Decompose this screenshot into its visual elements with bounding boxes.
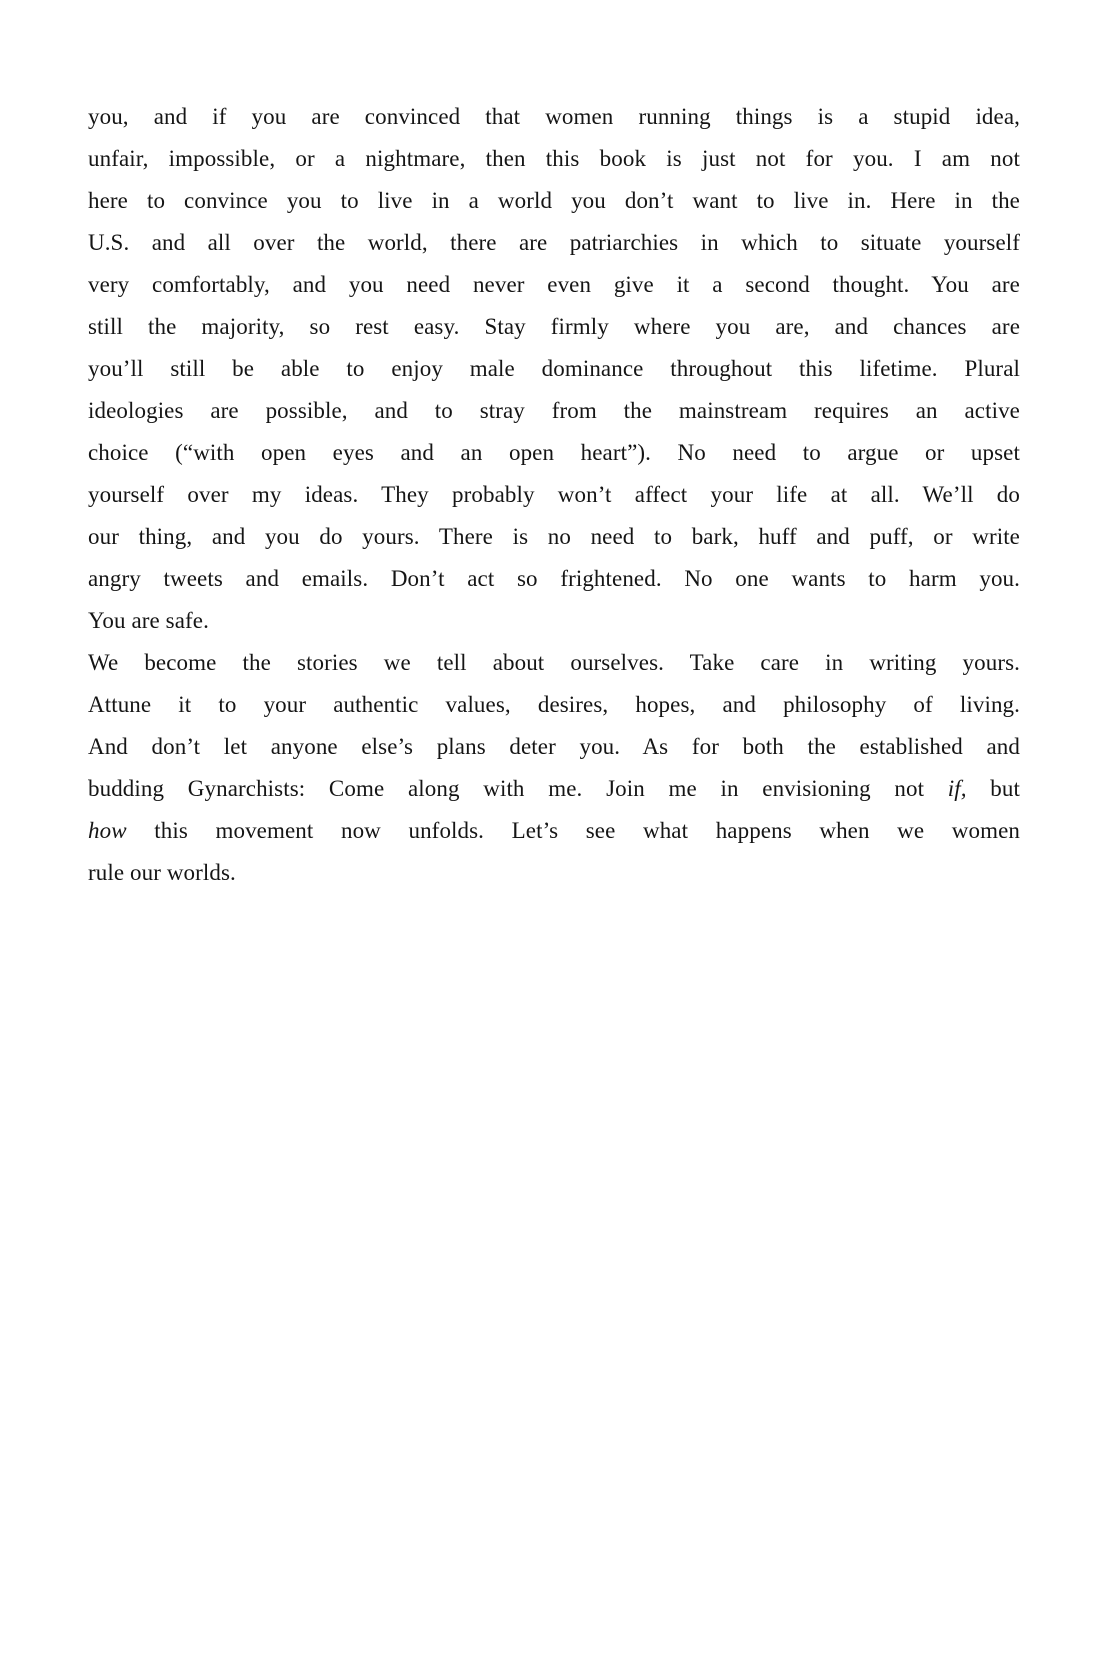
text-line: unfair, impossible, or a nightmare, then this book is just not for you. I am not: [88, 146, 1020, 171]
paragraph: [88, 642, 1020, 894]
text-line: We become the stories we tell about ourselves. Take care in writing yours.: [88, 650, 1020, 675]
text-line: still the majority, so rest easy. Stay firmly where you are, and chances are: [88, 314, 1020, 339]
text-line: yourself over my ideas. They probably won’t affect your life at all. We’ll do: [88, 482, 1020, 507]
text-line: U.S. and all over the world, there are patriarchies in which to situate yourself: [88, 230, 1020, 255]
paragraph: [88, 96, 1020, 642]
text-line: our thing, and you do yours. There is no need to bark, huff and puff, or write: [88, 524, 1020, 549]
text-line: ideologies are possible, and to stray from the mainstream requires an active: [88, 398, 1020, 423]
text-line: choice (“with open eyes and an open heart”). No need to argue or upset: [88, 440, 1020, 465]
text-line: you, and if you are convinced that women running things is a stupid idea,: [88, 104, 1020, 129]
text-line: you’ll still be able to enjoy male dominance throughout this lifetime. Plural: [88, 356, 1020, 381]
body-text: [88, 96, 1020, 894]
text-line: here to convince you to live in a world you don’t want to live in. Here in the: [88, 188, 1020, 213]
text-line: rule our worlds.: [88, 860, 236, 885]
text-line: budding Gynarchists: Come along with me. Join me in envisioning not if, but: [88, 776, 1020, 801]
text-line: And don’t let anyone else’s plans deter you. As for both the established and: [88, 734, 1020, 759]
text-line: Attune it to your authentic values, desires, hopes, and philosophy of living.: [88, 692, 1020, 717]
text-line: You are safe.: [88, 608, 209, 633]
text-line: very comfortably, and you need never even give it a second thought. You are: [88, 272, 1020, 297]
text-line: angry tweets and emails. Don’t act so frightened. No one wants to harm you.: [88, 566, 1020, 591]
text-line: how this movement now unfolds. Let’s see what happens when we women: [88, 818, 1020, 843]
